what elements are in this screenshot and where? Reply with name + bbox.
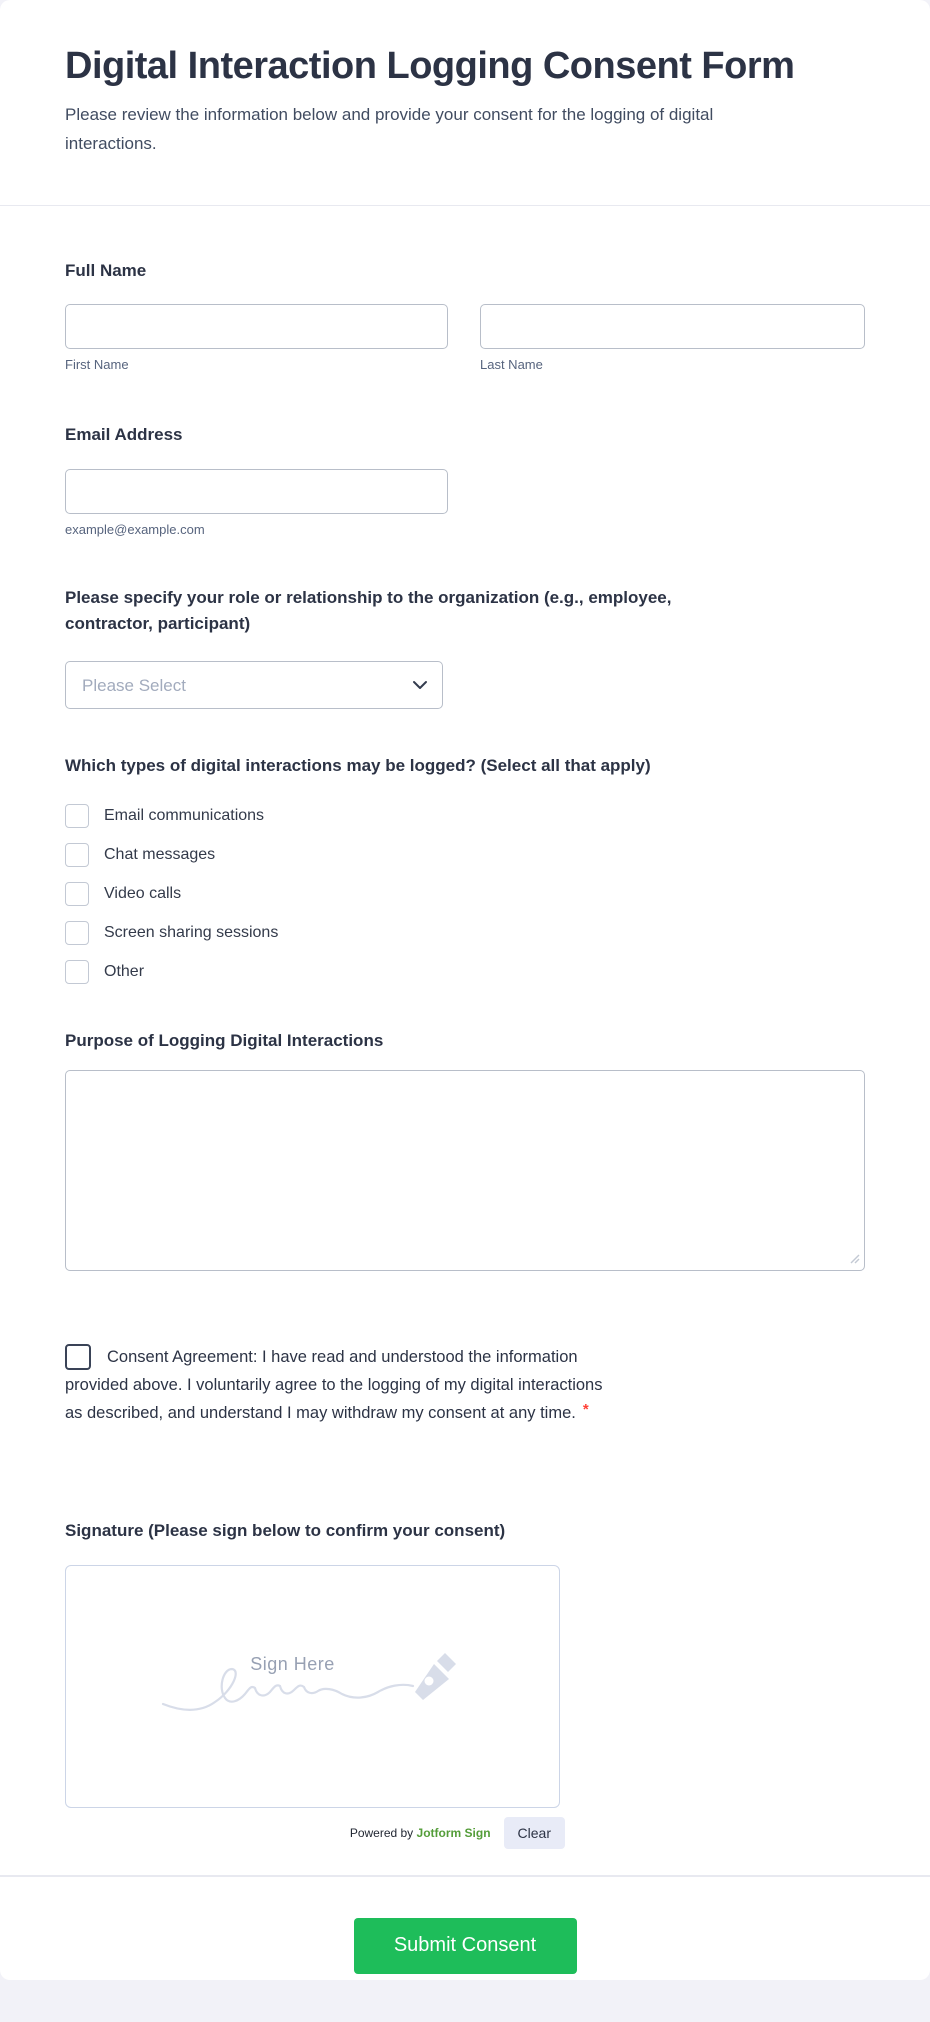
signature-squiggle-and-pen-icon [161, 1652, 461, 1722]
option-video-calls[interactable] [65, 882, 865, 906]
interactions-label: Which types of digital interactions may be logged? (Select all that apply) [65, 756, 651, 776]
consent-text-line [65, 1399, 665, 1428]
option-label: Chat messages [104, 845, 216, 863]
sign-here-hint: Sign Here [250, 1653, 335, 1674]
option-label: Email communications [104, 806, 265, 824]
pen-nib-icon [415, 1653, 456, 1700]
signature-label: Signature (Please sign below to confirm your consent) [65, 1521, 506, 1541]
consent-checkbox[interactable] [65, 1344, 91, 1370]
email-input-wrap [65, 469, 448, 537]
interactions-options-list [65, 804, 865, 984]
option-other[interactable] [65, 960, 865, 984]
field-signature [65, 1518, 865, 1848]
role-select[interactable] [65, 661, 443, 709]
option-chat-messages[interactable] [65, 843, 865, 867]
option-label: Other [104, 962, 145, 980]
submit-section [65, 1877, 865, 1974]
full-name-label: Full Name [65, 261, 147, 281]
consent-text-line: provided above. I voluntarily agree to the logging of my digital interactions [65, 1376, 603, 1395]
jotform-sign-brand: Jotform Sign [416, 1825, 491, 1840]
form-header [0, 0, 930, 206]
signature-pad[interactable] [65, 1565, 560, 1808]
last-name-input[interactable] [480, 304, 865, 349]
option-label: Video calls [104, 884, 182, 902]
option-screen-sharing[interactable] [65, 921, 865, 945]
role-label: Please specify your role or relationship to the organization (e.g., employee, contractor, participant) [65, 587, 672, 634]
screen-sharing-checkbox[interactable] [65, 921, 89, 945]
option-label: Screen sharing sessions [104, 923, 279, 941]
required-asterisk: * [582, 1401, 589, 1419]
page-title: Digital Interaction Logging Consent Form [65, 45, 795, 87]
field-purpose [65, 1028, 865, 1271]
purpose-textarea-wrap [65, 1070, 865, 1271]
purpose-label: Purpose of Logging Digital Interactions [65, 1030, 384, 1050]
option-email-communications[interactable] [65, 804, 865, 828]
first-name-column [65, 304, 448, 372]
email-communications-checkbox[interactable] [65, 804, 89, 828]
first-name-sublabel: First Name [65, 357, 129, 373]
email-label: Email Address [65, 425, 183, 445]
first-name-input[interactable] [65, 304, 448, 349]
form-body [0, 258, 930, 1973]
powered-by-text [350, 1826, 491, 1840]
field-consent-agreement [65, 1343, 665, 1428]
purpose-textarea[interactable] [65, 1070, 865, 1271]
video-calls-checkbox[interactable] [65, 882, 89, 906]
signature-footer [65, 1817, 565, 1849]
chat-messages-checkbox[interactable] [65, 843, 89, 867]
page-subtitle: Please review the information below and provide your consent for the logging of digital interactions. [65, 104, 714, 154]
clear-signature-button[interactable]: Clear [504, 1817, 565, 1849]
other-checkbox[interactable] [65, 960, 89, 984]
name-inputs-row [65, 304, 865, 372]
consent-text-line: Consent Agreement: I have read and understood the information [107, 1348, 578, 1367]
powered-prefix: Powered by [349, 1825, 414, 1840]
resize-grip-icon[interactable] [848, 1252, 860, 1264]
email-sublabel: example@example.com [65, 521, 205, 537]
last-name-column [480, 304, 865, 372]
consent-text-line-end: as described, and understand I may withdraw my consent at any time. [65, 1404, 576, 1423]
field-role [65, 585, 865, 710]
field-full-name [65, 258, 865, 372]
field-email [65, 422, 865, 536]
role-select-wrap [65, 661, 443, 709]
field-interaction-types [65, 753, 865, 983]
submit-button[interactable]: Submit Consent [354, 1918, 577, 1974]
last-name-sublabel: Last Name [480, 357, 543, 373]
email-input[interactable] [65, 469, 448, 514]
